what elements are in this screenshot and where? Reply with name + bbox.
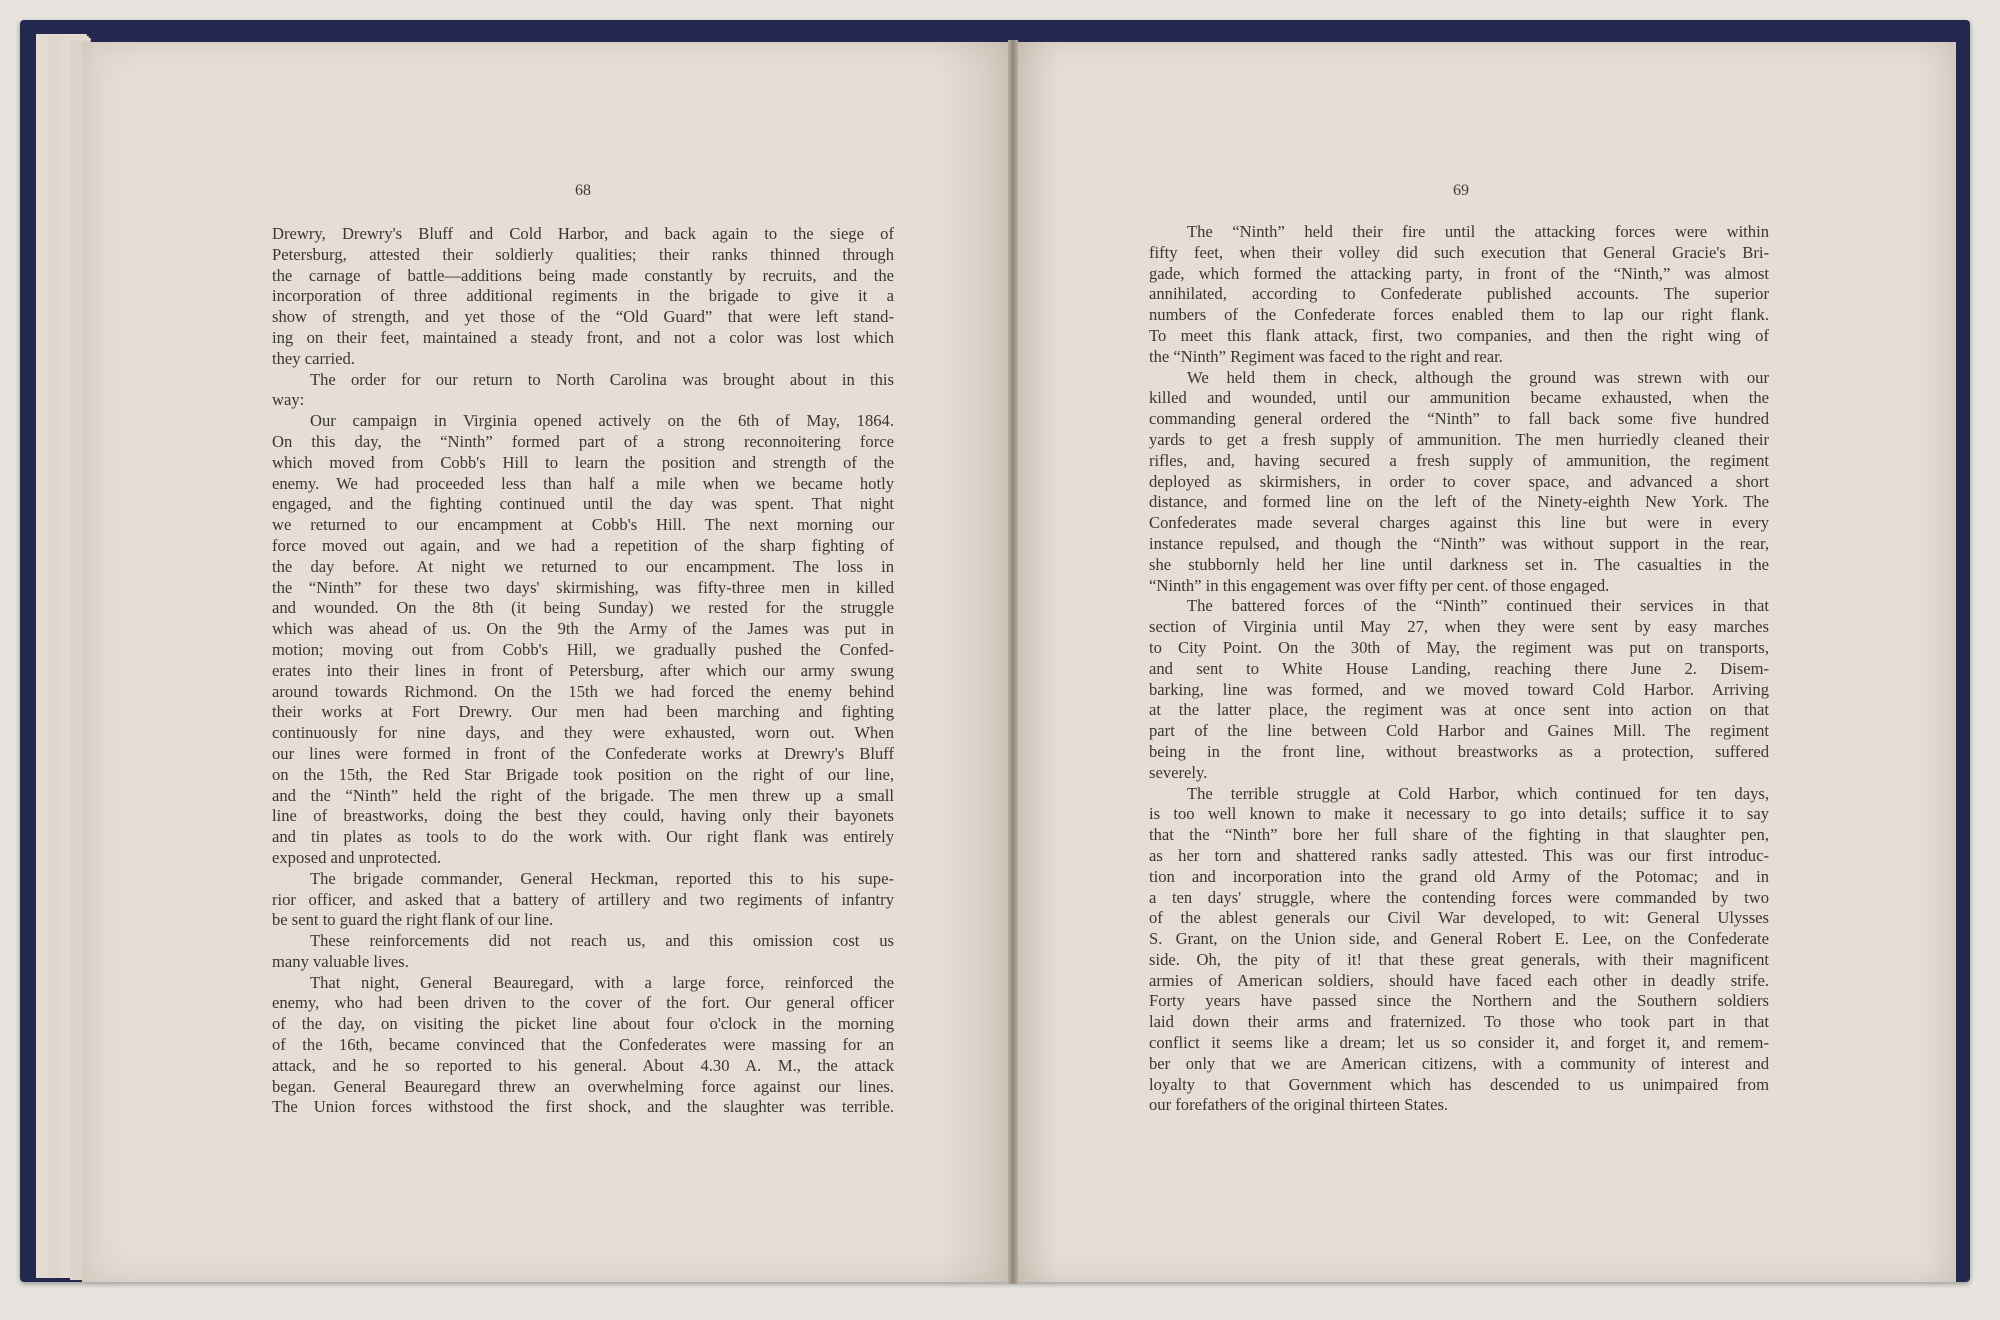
text-line: of the day, on visiting the picket line about four o'clock in the morning (272, 1014, 894, 1034)
text-line: a ten days' struggle, where the contending forces were commanded by two (1149, 887, 1769, 907)
text-line: fifty feet, when their volley did such execution that General Gracie's Bri- (1149, 242, 1769, 262)
text-line: engaged, and the fighting continued until the day was spent. That night (272, 494, 894, 514)
text-line: Petersburg, attested their soldierly qualities; their ranks thinned through (272, 244, 894, 264)
text-line: be sent to guard the right flank of our line. (272, 910, 554, 930)
text-line: laid down their arms and fraternized. To those who took part in that (1149, 1012, 1769, 1032)
text-line: commanding general ordered the “Ninth” to fall back some five hundred (1149, 409, 1769, 429)
text-line: side. Oh, the pity of it! that these great generals, with their magnificent (1149, 949, 1769, 969)
text-line: The Union forces withstood the first shock, and the slaughter was terrible. (272, 1097, 894, 1117)
text-line: on the 15th, the Red Star Brigade took position on the right of our line, (272, 764, 894, 784)
text-line: enemy, who had been driven to the cover of the fort. Our general officer (272, 993, 894, 1013)
text-line: annihilated, according to Confederate published accounts. The superior (1149, 284, 1769, 304)
text-line: ing on their feet, maintained a steady front, and not a color was lost which (272, 327, 894, 347)
text-line: These reinforcements did not reach us, and this omission cost us (310, 931, 894, 951)
text-line: On this day, the “Ninth” formed part of a strong reconnoitering force (272, 431, 894, 451)
text-line: of the 16th, became convinced that the Confederates were massing for an (272, 1035, 894, 1055)
text-line: Our campaign in Virginia opened actively on the 6th of May, 1864. (310, 411, 894, 431)
text-line: as her torn and shattered ranks sadly attested. This was our first introduc- (1149, 845, 1769, 865)
text-line: killed and wounded, until our ammunition became exhausted, when the (1149, 388, 1769, 408)
text-line: their works at Fort Drewry. Our men had been marching and fighting (272, 702, 894, 722)
text-line: of the ablest generals our Civil War developed, to wit: General Ulysses (1149, 908, 1769, 928)
text-line: she stubbornly held her line until darkness set in. The casualties in the (1149, 554, 1769, 574)
text-line: instance repulsed, and though the “Ninth” was without support in the rear, (1149, 533, 1769, 553)
text-line: The order for our return to North Carolina was brought about in this (310, 369, 894, 389)
text-line: numbers of the Confederate forces enabled them to lap our right flank. (1149, 305, 1769, 325)
text-line: and tin plates as tools to do the work with. Our right flank was entirely (272, 827, 894, 847)
text-line: which moved from Cobb's Hill to learn the position and strength of the (272, 452, 894, 472)
text-line: gade, which formed the attacking party, in front of the “Ninth,” was almost (1149, 263, 1769, 283)
book-gutter (1008, 40, 1018, 1284)
text-line: rior officer, and asked that a battery of artillery and two regiments of infantry (272, 889, 894, 909)
text-line: way: (272, 390, 305, 410)
text-line: our lines were formed in front of the Confederate works at Drewry's Bluff (272, 743, 894, 763)
text-line: “Ninth” in this engagement was over fifty per cent. of those engaged. (1149, 575, 1610, 595)
text-line: The brigade commander, General Heckman, reported this to his supe- (310, 868, 894, 888)
text-line: to City Point. On the 30th of May, the regiment was put on transports, (1149, 637, 1769, 657)
text-line: the carnage of battle—additions being made constantly by recruits, and the (272, 265, 894, 285)
text-line: barking, line was formed, and we moved toward Cold Harbor. Arriving (1149, 679, 1769, 699)
text-line: and the “Ninth” held the right of the brigade. The men threw up a small (272, 785, 894, 805)
text-line: show of strength, and yet those of the “Old Guard” that were left stand- (272, 307, 894, 327)
text-line: tion and incorporation into the grand old Army of the Potomac; and in (1149, 866, 1769, 886)
page-number-left: 68 (575, 182, 591, 199)
text-line: To meet this flank attack, first, two companies, and then the right wing of (1149, 325, 1769, 345)
text-line: that the “Ninth” bore her full share of the fighting in that slaughter pen, (1149, 825, 1769, 845)
text-line: conflict it seems like a dream; let us so consider it, and forget it, and remem- (1149, 1033, 1769, 1053)
text-line: Drewry, Drewry's Bluff and Cold Harbor, and back again to the siege of (272, 224, 894, 243)
text-line: enemy. We had proceeded less than half a mile when we became hotly (272, 473, 894, 493)
text-line: severely. (1149, 762, 1208, 782)
text-line: incorporation of three additional regiments in the brigade to give it a (272, 286, 894, 306)
text-line: the day before. At night we returned to our encampment. The loss in (272, 556, 894, 576)
text-line: continuously for nine days, and they were exhausted, worn out. When (272, 723, 894, 743)
text-line: around towards Richmond. On the 15th we had forced the enemy behind (272, 681, 894, 701)
text-line: Forty years have passed since the Northern and the Southern soldiers (1149, 991, 1769, 1011)
text-line: motion; moving out from Cobb's Hill, we gradually pushed the Confed- (272, 639, 894, 659)
text-line: the “Ninth” Regiment was faced to the right and rear. (1149, 346, 1503, 366)
text-line: the “Ninth” for these two days' skirmishing, was fifty-three men in killed (272, 577, 894, 597)
text-line: force moved out again, and we had a repetition of the sharp fighting of (272, 535, 894, 555)
text-line: our forefathers of the original thirteen States. (1149, 1095, 1449, 1115)
text-line: and sent to White House Landing, reaching there June 2. Disem- (1149, 658, 1769, 678)
text-line: loyalty to that Government which has descended to us unimpaired from (1149, 1074, 1769, 1094)
text-line: We held them in check, although the ground was strewn with our (1187, 367, 1769, 387)
text-line: armies of American soldiers, should have faced each other in deadly strife. (1149, 970, 1769, 990)
text-line: which was ahead of us. On the 9th the Army of the James was put in (272, 619, 894, 639)
text-line: and wounded. On the 8th (it being Sunday) we rested for the struggle (272, 598, 894, 618)
text-line: we returned to our encampment at Cobb's Hill. The next morning our (272, 515, 894, 535)
text-line: S. Grant, on the Union side, and General Robert E. Lee, on the Confederate (1149, 929, 1769, 949)
text-line: The “Ninth” held their fire until the attacking forces were within (1187, 222, 1769, 241)
text-line: distance, and formed line on the left of the Ninety-eighth New York. The (1149, 492, 1769, 512)
text-line: they carried. (272, 348, 355, 368)
text-line: attack, and he so reported to his general. About 4.30 A. M., the attack (272, 1055, 894, 1075)
text-line: Confederates made several charges against this line but were in every (1149, 513, 1769, 533)
text-line: being in the front line, without breastworks as a protection, suffered (1149, 741, 1769, 761)
text-line: is too well known to make it necessary to go into details; suffice it to say (1149, 804, 1769, 824)
text-line: The battered forces of the “Ninth” continued their services in that (1187, 596, 1769, 616)
page-number-right: 69 (1453, 182, 1469, 199)
text-line: erates into their lines in front of Petersburg, after which our army swung (272, 660, 894, 680)
text-line: began. General Beauregard threw an overwhelming force against our lines. (272, 1076, 894, 1096)
text-line: deployed as skirmishers, in order to cover space, and advanced a short (1149, 471, 1769, 491)
left-page-body-text (272, 224, 894, 1118)
text-line: That night, General Beauregard, with a large force, reinforced the (310, 972, 894, 992)
right-page-body-text (1149, 222, 1769, 1116)
text-line: many valuable lives. (272, 951, 409, 971)
text-line: section of Virginia until May 27, when they were sent by easy marches (1149, 617, 1769, 637)
text-line: line of breastworks, doing the best they could, having only their bayonets (272, 806, 894, 826)
text-line: The terrible struggle at Cold Harbor, which continued for ten days, (1187, 783, 1769, 803)
text-line: yards to get a fresh supply of ammunition. The men hurriedly cleaned their (1149, 429, 1769, 449)
text-line: part of the line between Cold Harbor and Gaines Mill. The regiment (1149, 721, 1769, 741)
text-line: at the latter place, the regiment was at once sent into action on that (1149, 700, 1769, 720)
text-line: ber only that we are American citizens, with a community of interest and (1149, 1053, 1769, 1073)
text-line: exposed and unprotected. (272, 847, 442, 867)
text-line: rifles, and, having secured a fresh supply of ammunition, the regiment (1149, 450, 1769, 470)
